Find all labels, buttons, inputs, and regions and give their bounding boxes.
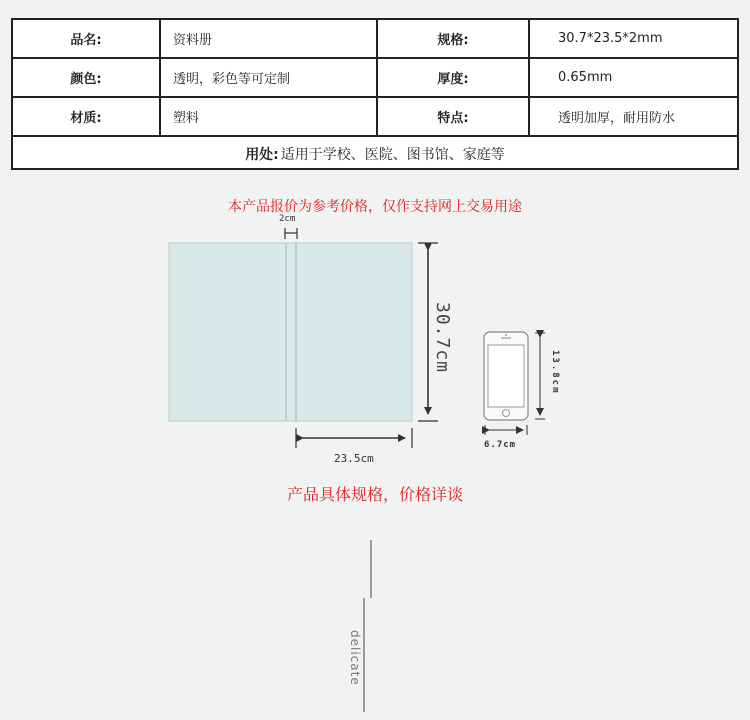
spec-value: 透明加厚，耐用防水 <box>558 111 676 126</box>
phone-height-label: 13.8cm <box>550 350 560 395</box>
ask-price-note: 产品具体规格，价格详谈 <box>286 485 463 504</box>
spine-label: 2cm <box>279 214 296 224</box>
usage-text: 适用于学校、医院、图书馆、家庭等 <box>280 146 505 163</box>
spec-label: 特点: <box>378 98 530 135</box>
spec-value: 0.65mm <box>558 70 613 85</box>
spec-label: 厚度: <box>378 59 530 96</box>
spec-label: 规格: <box>378 20 530 57</box>
phone-width-label: 6.7cm <box>484 440 517 450</box>
folder-shape <box>169 243 412 421</box>
delicate-decoration: delicate <box>348 630 362 686</box>
spec-label: 材质: <box>13 98 161 135</box>
width-label: 23.5cm <box>334 452 374 465</box>
spec-label: 颜色: <box>13 59 161 96</box>
phone-camera <box>505 334 507 336</box>
height-label: 30.7cm <box>432 302 453 374</box>
price-reference-note: 本产品报价为参考价格，仅作支持网上交易用途 <box>228 199 522 215</box>
phone-screen <box>488 345 524 407</box>
spec-value: 透明，彩色等可定制 <box>161 59 378 96</box>
spec-label: 品名: <box>13 20 161 57</box>
spec-value: 30.7*23.5*2mm <box>558 31 663 46</box>
usage-label: 用处: <box>245 146 279 163</box>
spec-value: 塑料 <box>161 98 378 135</box>
spec-value: 资料册 <box>161 20 378 57</box>
